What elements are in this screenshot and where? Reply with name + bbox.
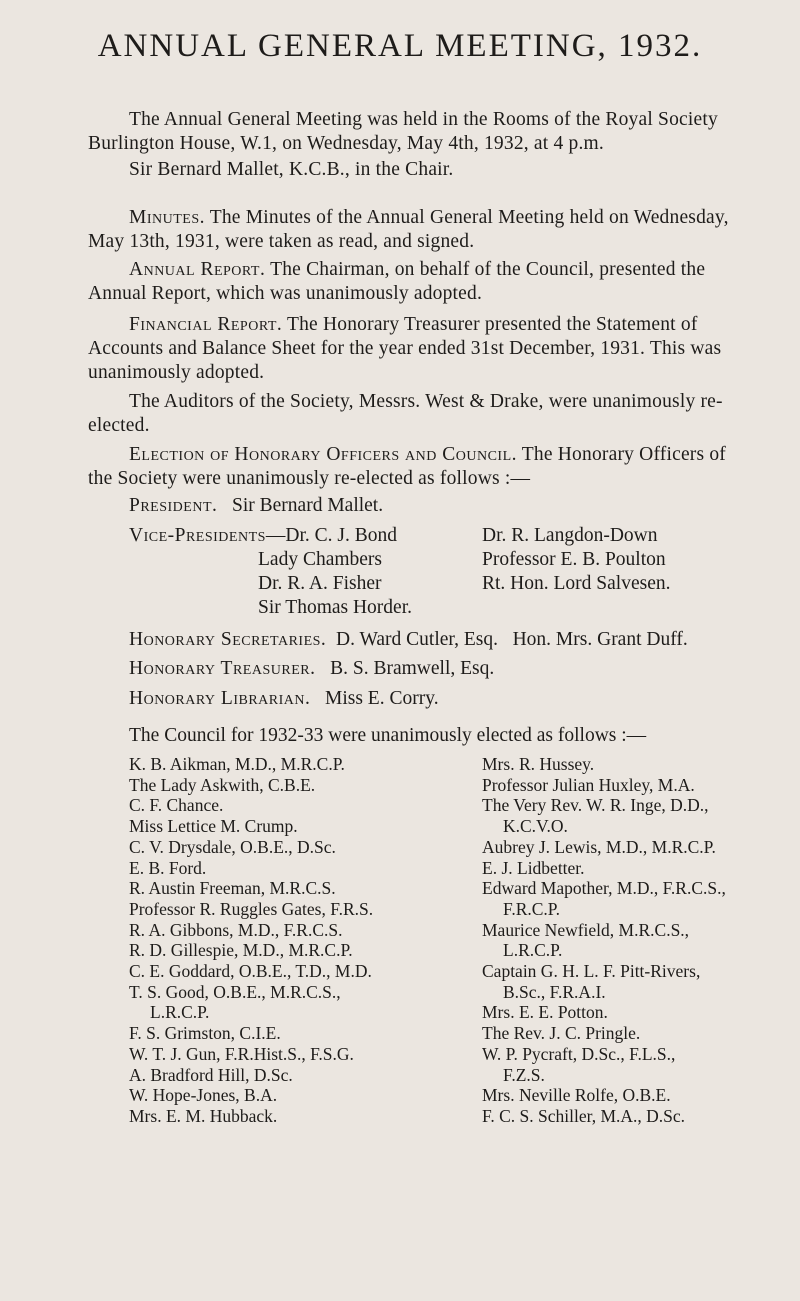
treasurer-line — [129, 657, 494, 681]
auditors-paragraph: The Auditors of the Society, Messrs. West & Drake, were unanimously re-elected. — [88, 391, 723, 436]
council-member: Maurice Newfield, M.R.C.S., — [482, 919, 690, 940]
council-member: Professor R. Ruggles Gates, F.R.S. — [129, 898, 374, 919]
council-member: K. B. Aikman, M.D., M.R.C.P. — [129, 754, 345, 774]
vice-president-name: Sir Thomas Horder. — [258, 597, 413, 618]
vice-presidents-right — [482, 524, 670, 596]
chair-line: Sir Bernard Mallet, K.C.B., in the Chair. — [129, 159, 454, 180]
council-member: K.C.V.O. — [503, 816, 568, 837]
vice-president-name: Dr. R. A. Fisher — [258, 573, 382, 594]
council-member: L.R.C.P. — [150, 1002, 210, 1023]
council-intro: The Council for 1932-33 were unanimously elected as follows :— — [129, 725, 647, 746]
council-member: W. T. J. Gun, F.R.Hist.S., F.S.G. — [129, 1043, 354, 1064]
election-paragraph — [88, 443, 748, 491]
council-member: F. S. Grimston, C.I.E. — [129, 1023, 281, 1044]
council-member: C. V. Drysdale, O.B.E., D.Sc. — [129, 836, 336, 857]
council-member: R. A. Gibbons, M.D., F.R.C.S. — [129, 919, 343, 940]
council-member: F.Z.S. — [503, 1064, 545, 1085]
page-title: ANNUAL GENERAL MEETING, 1932. — [97, 28, 703, 64]
council-member: Mrs. E. M. Hubback. — [129, 1105, 278, 1126]
secretaries-label: Honorary Secretaries. — [129, 629, 327, 650]
librarian-name: Miss E. Corry. — [325, 688, 439, 709]
council-member: T. S. Good, O.B.E., M.R.C.S., — [129, 981, 341, 1002]
vice-presidents-label: Vice-Presidents — [129, 525, 266, 546]
treasurer-label: Honorary Treasurer. — [129, 658, 316, 679]
council-left-column — [129, 754, 373, 1127]
council-member: Mrs. Neville Rolfe, O.B.E. — [482, 1085, 671, 1106]
council-member: F.R.C.P. — [503, 898, 560, 919]
vice-president-name: Dr. R. Langdon-Down — [482, 525, 658, 546]
council-member: The Rev. J. C. Pringle. — [482, 1023, 641, 1044]
council-member: Mrs. E. E. Potton. — [482, 1002, 608, 1023]
minutes-paragraph — [88, 206, 748, 254]
council-member: W. Hope-Jones, B.A. — [129, 1085, 278, 1106]
council-member: The Very Rev. W. R. Inge, D.D., — [482, 795, 709, 816]
council-member: Captain G. H. L. F. Pitt-Rivers, — [482, 961, 701, 982]
council-member: L.R.C.P. — [503, 940, 563, 961]
minutes-heading: Minutes. — [129, 207, 205, 228]
vice-president-name: —Dr. C. J. Bond — [265, 525, 398, 546]
council-member: E. J. Lidbetter. — [482, 857, 585, 878]
financial-report-heading: Financial Report. — [129, 314, 283, 335]
financial-report-text: The Honorary Treasurer presented the Statement of Accounts and Balance Sheet for the year ended 31st December, 1931. This was unanimously adopted. — [88, 314, 722, 383]
secretaries-names: D. Ward Cutler, Esq. Hon. Mrs. Grant Duff. — [336, 629, 688, 650]
financial-report-paragraph — [88, 313, 748, 385]
council-member: The Lady Askwith, C.B.E. — [129, 774, 316, 795]
council-member: F. C. S. Schiller, M.A., D.Sc. — [482, 1105, 686, 1126]
council-member: Miss Lettice M. Crump. — [129, 816, 298, 837]
council-member: R. D. Gillespie, M.D., M.R.C.P. — [129, 940, 353, 961]
council-member: Mrs. R. Hussey. — [482, 754, 595, 774]
minutes-text: The Minutes of the Annual General Meeting held on Wednesday, May 13th, 1931, were taken as read, and signed. — [88, 207, 729, 252]
annual-report-heading: Annual Report. — [129, 259, 266, 280]
council-member: A. Bradford Hill, D.Sc. — [129, 1064, 293, 1085]
council-member: Professor Julian Huxley, M.A. — [482, 774, 695, 795]
treasurer-name: B. S. Bramwell, Esq. — [330, 658, 495, 679]
vice-president-name: Professor E. B. Poulton — [482, 549, 666, 570]
intro-paragraph: The Annual General Meeting was held in the Rooms of the Royal Society Burlington House, W.1, on Wednesday, May 4th, 1932, at 4 p.m. — [88, 109, 718, 154]
vice-presidents-left — [129, 524, 412, 620]
council-member: R. Austin Freeman, M.R.C.S. — [129, 878, 336, 899]
council-right-column — [482, 754, 726, 1127]
vice-president-row — [129, 524, 412, 548]
president-label: President. — [129, 495, 218, 516]
vice-president-name: Lady Chambers — [258, 549, 383, 570]
librarian-line — [129, 687, 439, 711]
librarian-label: Honorary Librarian. — [129, 688, 311, 709]
vice-president-name: Rt. Hon. Lord Salvesen. — [482, 573, 671, 594]
annual-report-paragraph — [88, 258, 748, 306]
secretaries-line — [129, 628, 688, 652]
election-text: The Honorary Officers of the Society were unanimously re-elected as follows :— — [88, 444, 727, 489]
council-member: B.Sc., F.R.A.I. — [503, 981, 606, 1002]
council-member: E. B. Ford. — [129, 857, 207, 878]
council-member: Edward Mapother, M.D., F.R.C.S., — [482, 878, 726, 899]
president-name: Sir Bernard Mallet. — [232, 495, 384, 516]
council-member: C. E. Goddard, O.B.E., T.D., M.D. — [129, 961, 372, 982]
election-heading: Election of Honorary Officers and Council. — [129, 444, 518, 465]
council-member: W. P. Pycraft, D.Sc., F.L.S., — [482, 1043, 676, 1064]
council-member: Aubrey J. Lewis, M.D., M.R.C.P. — [482, 836, 716, 857]
annual-report-text: The Chairman, on behalf of the Council, presented the Annual Report, which was unanimously adopted. — [88, 259, 706, 304]
president-line — [129, 494, 383, 518]
council-member: C. F. Chance. — [129, 795, 224, 816]
